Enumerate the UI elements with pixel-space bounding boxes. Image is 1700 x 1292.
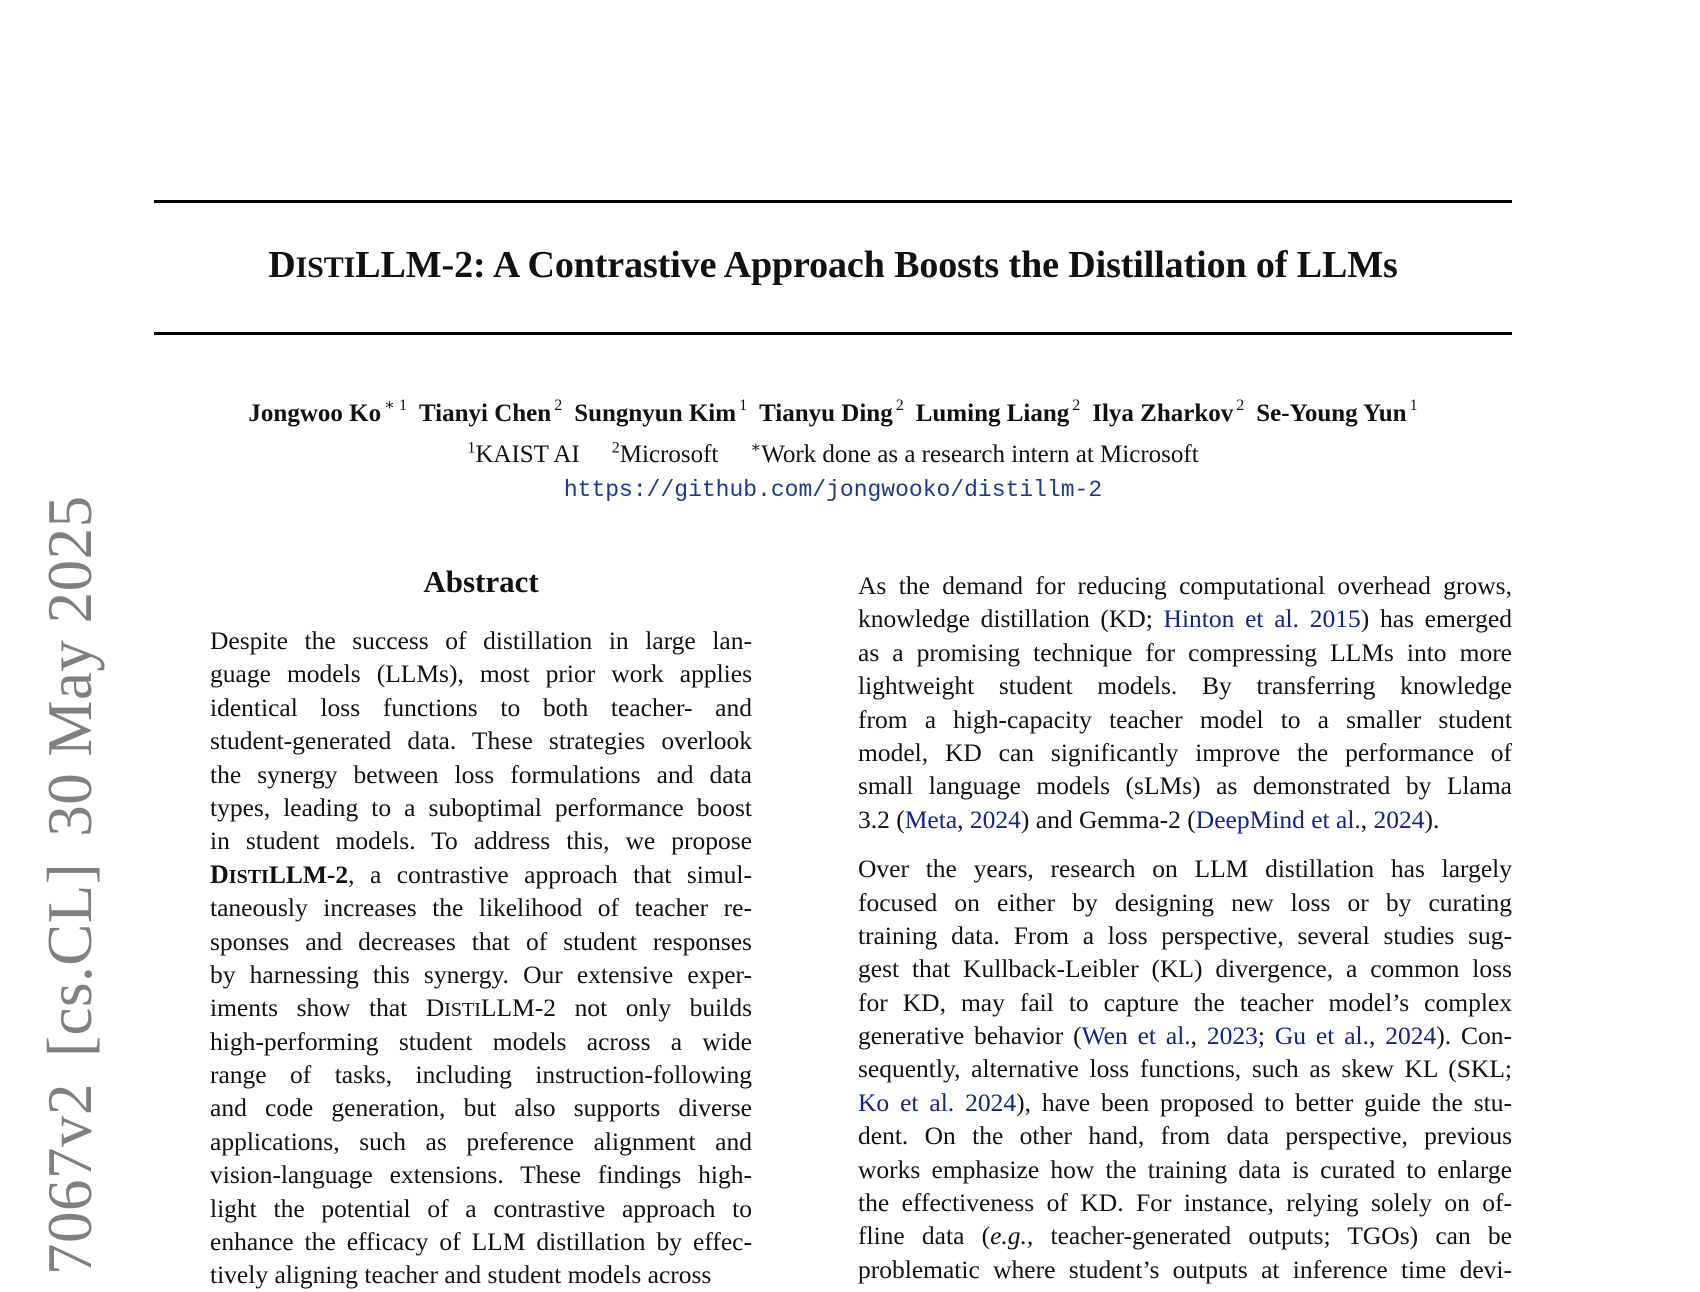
- intro-paragraph-2-line: Ko et al. 2024), have been proposed to better guide the stu-: [858, 1087, 1512, 1117]
- abstract-line: identical loss functions to both teacher- and: [210, 692, 752, 722]
- citation-link[interactable]: Hinton et al. 2015: [1163, 604, 1361, 634]
- abstract-line: student-generated data. These strategies overlook: [210, 726, 752, 756]
- intro-paragraph-2-line: training data. From a loss perspective, several studies sug-: [858, 920, 1512, 950]
- abstract-line: iments show that DISTILLM-2 not only builds: [210, 993, 753, 1023]
- arxiv-stamp: [35, 495, 105, 1275]
- intro-paragraph-1-line: as a promising technique for compressing LLMs into more: [858, 637, 1512, 667]
- author-name: Tianyi Chen $^2$: [418, 397, 563, 428]
- citation-link[interactable]: DeepMind et al.: [1195, 804, 1361, 834]
- abstract-line: sponses and decreases that of student responses: [210, 926, 752, 956]
- title-rule-top: [154, 200, 1512, 203]
- citation-link[interactable]: Gu et al.: [1274, 1021, 1369, 1051]
- affiliation-item: ∗Work done as a research intern at Microsoft: [750, 440, 1199, 469]
- abstract-line: DISTILLM-2, a contrastive approach that simul-: [210, 859, 752, 889]
- abstract-line: types, leading to a suboptimal performance boost: [210, 792, 752, 822]
- author-name: Luming Liang $^2$: [915, 397, 1081, 428]
- intro-paragraph-1-line: small language models (sLMs) as demonstrated by Llama: [858, 771, 1512, 801]
- intro-paragraph-1-line: As the demand for reducing computational overhead grows,: [858, 571, 1512, 600]
- author-name: Sungnyun Kim $^1$: [574, 397, 748, 428]
- method-name: DISTILLM-2: [210, 859, 349, 889]
- arxiv-category: [cs.CL]: [35, 862, 105, 1057]
- affiliation-mark: 1: [467, 440, 476, 457]
- abstract-line: vision-language extensions. These findings high-: [210, 1160, 752, 1190]
- intro-paragraph-2-line: sequently, alternative loss functions, such as skew KL (SKL;: [858, 1054, 1512, 1084]
- author-affiliation-mark: 1: [739, 397, 748, 414]
- abstract-body: [210, 624, 752, 1292]
- author-name: Se-Young Yun $^1$: [1256, 397, 1418, 428]
- intro-paragraph-2-line: for KD, may fail to capture the teacher model’s complex: [858, 987, 1512, 1017]
- method-name-initial: D: [210, 859, 229, 889]
- intro-paragraph-2-line: Over the years, research on LLM distillation has largely: [858, 854, 1512, 884]
- abstract-line: high-performing student models across a wide: [210, 1026, 752, 1056]
- intro-paragraph-1-line: 3.2 (Meta, 2024) and Gemma-2 (DeepMind et al., 2024).: [858, 804, 1440, 834]
- abstract-heading: Abstract: [423, 564, 539, 599]
- author-affiliation-mark: ∗ 1: [384, 397, 407, 414]
- intro-paragraph-2-line: fline data (e.g., teacher-generated outputs; TGOs) can be: [858, 1221, 1512, 1251]
- author-name: Jongwoo Ko $^{∗ 1}$: [248, 397, 407, 428]
- citation-link[interactable]: 2024: [1385, 1021, 1437, 1051]
- intro-paragraph-1-line: knowledge distillation (KD; Hinton et al. 2015) has emerged: [858, 604, 1512, 634]
- citation-link[interactable]: Wen et al.: [1081, 1021, 1191, 1051]
- paper-title: [154, 243, 1512, 290]
- affiliation-mark: 2: [611, 440, 620, 457]
- title-text: LLM-2: A Contrastive Approach Boosts the Distillation of LLMs: [355, 244, 1398, 286]
- citation-link[interactable]: 2024: [969, 804, 1021, 834]
- repo-link[interactable]: https://github.com/jongwooko/distillm-2: [563, 477, 1103, 503]
- citation-link[interactable]: Ko et al. 2024: [858, 1087, 1017, 1117]
- author-affiliation-mark: 2: [895, 397, 904, 414]
- intro-paragraph-1-line: from a high-capacity teacher model to a smaller student: [858, 704, 1512, 734]
- affiliation-item: $^2$Microsoft: [611, 440, 719, 469]
- intro-paragraph-2-line: focused on either by designing new loss or by curating: [858, 887, 1512, 917]
- affiliations: [154, 434, 1512, 470]
- method-name-smallcaps: ISTI: [228, 865, 269, 888]
- intro-paragraph-2-line: generative behavior (Wen et al., 2023; Gu et al., 2024). Con-: [858, 1021, 1512, 1051]
- abstract-line: Despite the success of distillation in large lan-: [210, 626, 752, 655]
- intro-paragraph-2-line: problematic where student’s outputs at inference time devi-: [858, 1254, 1512, 1284]
- emphasis-text: e.g.,: [990, 1221, 1034, 1251]
- intro-body: [858, 569, 1512, 1286]
- arxiv-id: 7067v2: [35, 1083, 105, 1275]
- author-affiliation-mark: 2: [554, 397, 563, 414]
- abstract-line: light the potential of a contrastive approach to: [210, 1193, 752, 1223]
- abstract-line: taneously increases the likelihood of teacher re-: [210, 893, 752, 923]
- paragraph-gap: [858, 836, 1512, 852]
- author-affiliation-mark: 1: [1409, 397, 1418, 414]
- intro-paragraph-2-line: the effectiveness of KD. For instance, relying solely on of-: [858, 1188, 1512, 1218]
- affiliation-mark: ∗: [750, 440, 762, 457]
- author-list: [154, 393, 1512, 429]
- intro-paragraph-1-line: lightweight student models. By transferring knowledge: [858, 671, 1512, 701]
- title-rule-bottom: [154, 332, 1512, 335]
- citation-link[interactable]: Meta: [904, 804, 958, 834]
- method-name: DISTILLM-2: [425, 993, 575, 1023]
- method-name-initial: D: [425, 993, 445, 1023]
- intro-paragraph-2-line: gest that Kullback-Leibler (KL) divergence, a common loss: [858, 954, 1512, 984]
- author-affiliation-mark: 2: [1236, 397, 1245, 414]
- method-name-smallcaps: ISTI: [444, 999, 481, 1022]
- abstract-line: range of tasks, including instruction-following: [210, 1060, 752, 1090]
- intro-paragraph-2-line: dent. On the other hand, from data perspective, previous: [858, 1121, 1512, 1151]
- citation-link[interactable]: 2023: [1206, 1021, 1258, 1051]
- abstract-line: tively aligning teacher and student models across: [210, 1260, 712, 1290]
- abstract-line: and code generation, but also supports diverse: [210, 1093, 752, 1123]
- author-name: Tianyu Ding $^2$: [759, 397, 904, 428]
- abstract-line: the synergy between loss formulations and data: [210, 759, 752, 789]
- author-affiliation-mark: 2: [1072, 397, 1081, 414]
- author-name: Ilya Zharkov $^2$: [1092, 397, 1245, 428]
- abstract-line: guage models (LLMs), most prior work applies: [210, 659, 752, 689]
- abstract-line: applications, such as preference alignment and: [210, 1126, 752, 1156]
- intro-paragraph-2-line: works emphasize how the training data is curated to enlarge: [858, 1154, 1512, 1184]
- abstract-line: by harnessing this synergy. Our extensive exper-: [210, 959, 752, 989]
- abstract-line: enhance the efficacy of LLM distillation by effec-: [210, 1227, 752, 1257]
- abstract-line: in student models. To address this, we propose: [210, 826, 752, 856]
- arxiv-date: 30 May 2025: [35, 495, 105, 837]
- intro-paragraph-1-line: model, KD can significantly improve the performance of: [858, 737, 1512, 767]
- citation-link[interactable]: 2024: [1373, 804, 1425, 834]
- title-smallcaps-rest: ISTI: [295, 251, 356, 284]
- title-smallcaps-initial: D: [268, 244, 296, 286]
- affiliation-item: $^1$KAIST AI: [467, 440, 580, 469]
